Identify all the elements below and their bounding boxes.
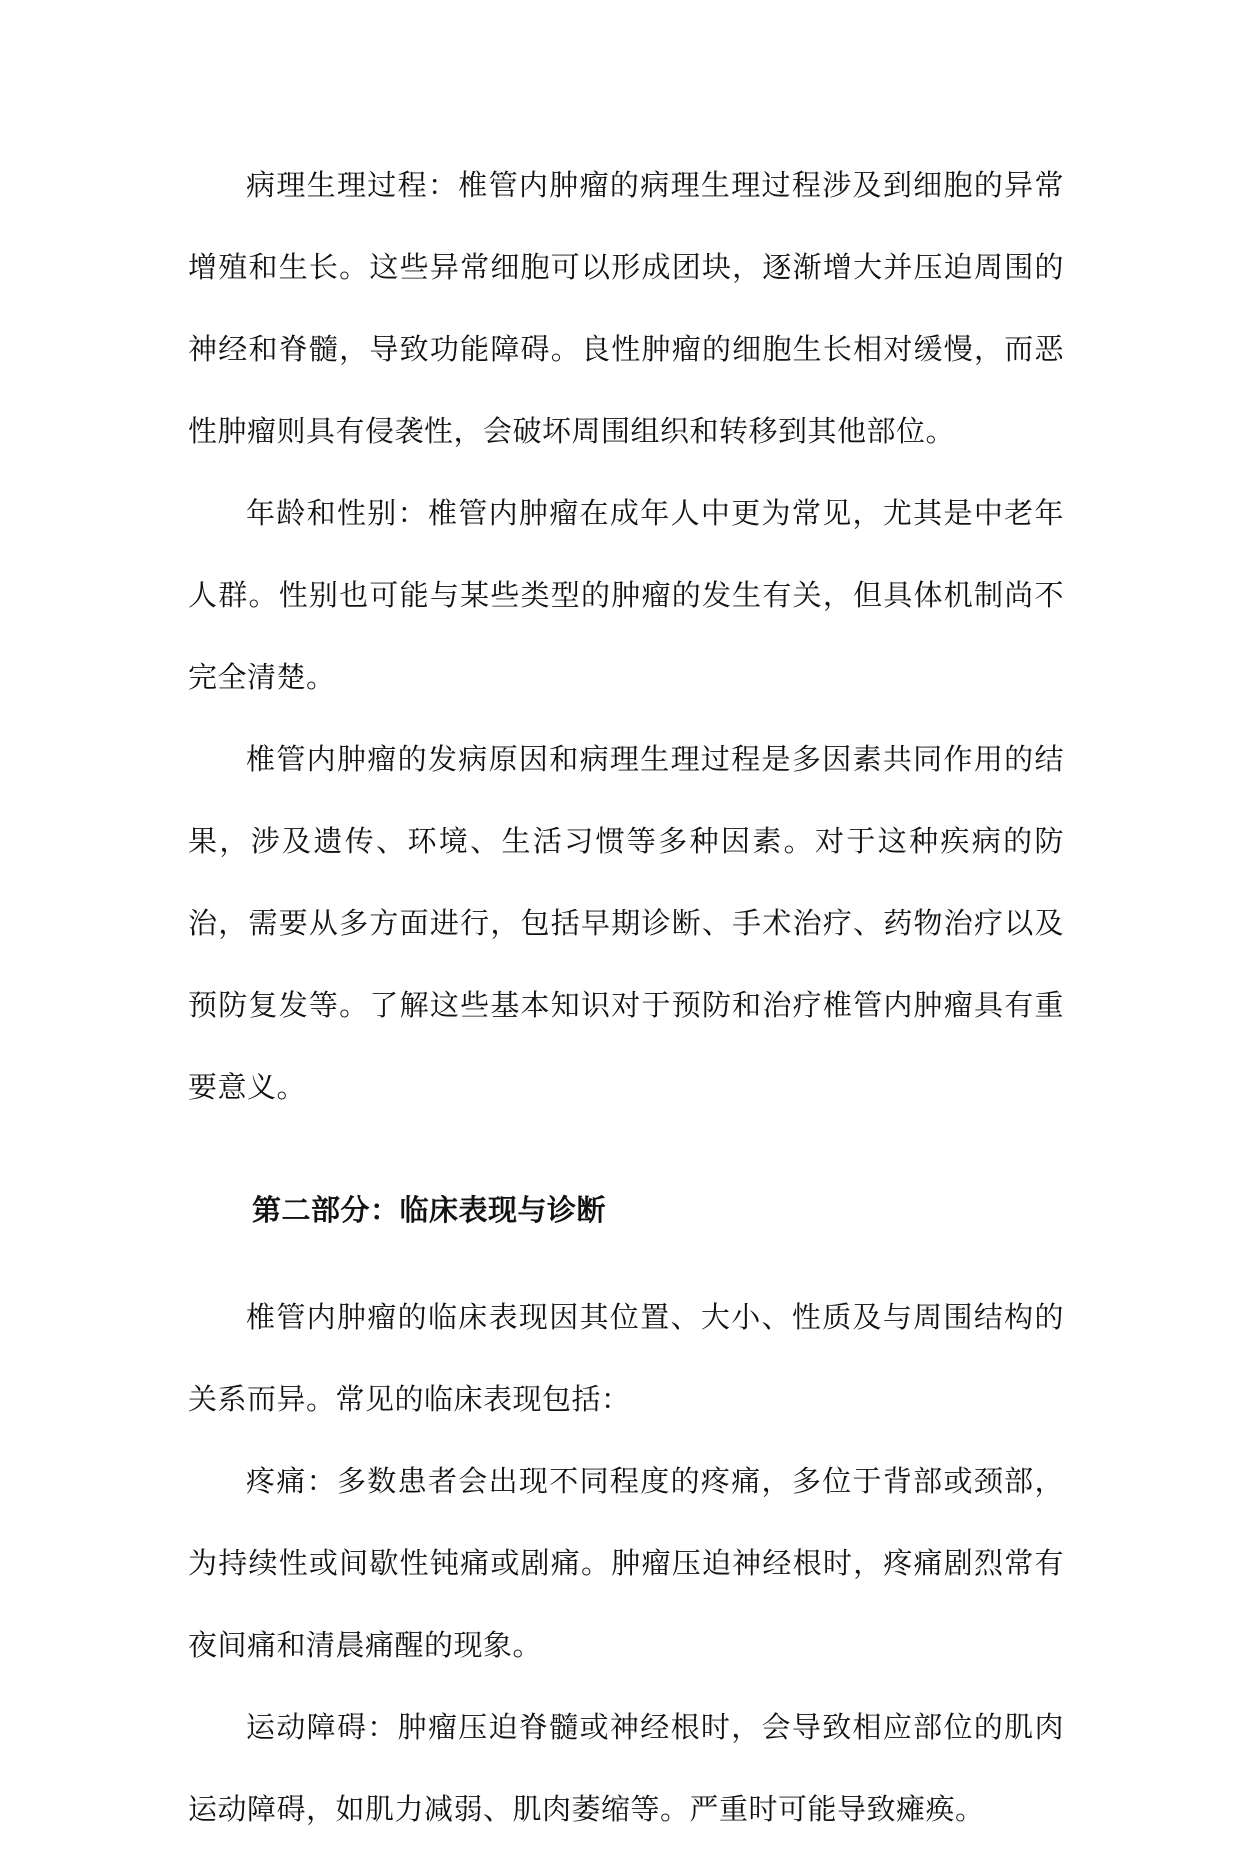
paragraph-summary: 椎管内肿瘤的发病原因和病理生理过程是多因素共同作用的结果，涉及遗传、环境、生活习惯等多种因素。对于这种疾病的防治，需要从多方面进行，包括早期诊断、手术治疗、药物治疗以及预防复发等。了解这些基本知识对于预防和治疗椎管内肿瘤具有重要意义。 bbox=[188, 742, 1064, 1104]
section-heading: 第二部分：临床表现与诊断 bbox=[252, 1193, 607, 1227]
paragraph-pathophysiology: 病理生理过程：椎管内肿瘤的病理生理过程涉及到细胞的异常增殖和生长。这些异常细胞可以形成团块，逐渐增大并压迫周围的神经和脊髓，导致功能障碍。良性肿瘤的细胞生长相对缓慢，而恶性肿瘤则具有侵袭性，会破坏周围组织和转移到其他部位。 bbox=[188, 168, 1064, 448]
document-body bbox=[188, 144, 1064, 1850]
section-gap bbox=[188, 1128, 1064, 1144]
paragraph-motor-disorder: 运动障碍：肿瘤压迫脊髓或神经根时，会导致相应部位的肌肉运动障碍，如肌力减弱、肌肉萎缩等。严重时可能导致瘫痪。 bbox=[188, 1710, 1064, 1826]
paragraph-pain: 疼痛：多数患者会出现不同程度的疼痛，多位于背部或颈部，为持续性或间歇性钝痛或剧痛。肿瘤压迫神经根时，疼痛剧烈常有夜间痛和清晨痛醒的现象。 bbox=[188, 1464, 1064, 1662]
paragraph-clinical-intro: 椎管内肿瘤的临床表现因其位置、大小、性质及与周围结构的关系而异。常见的临床表现包括： bbox=[188, 1300, 1064, 1416]
paragraph-age-gender: 年龄和性别：椎管内肿瘤在成年人中更为常见，尤其是中老年人群。性别也可能与某些类型的肿瘤的发生有关，但具体机制尚不完全清楚。 bbox=[188, 496, 1064, 694]
